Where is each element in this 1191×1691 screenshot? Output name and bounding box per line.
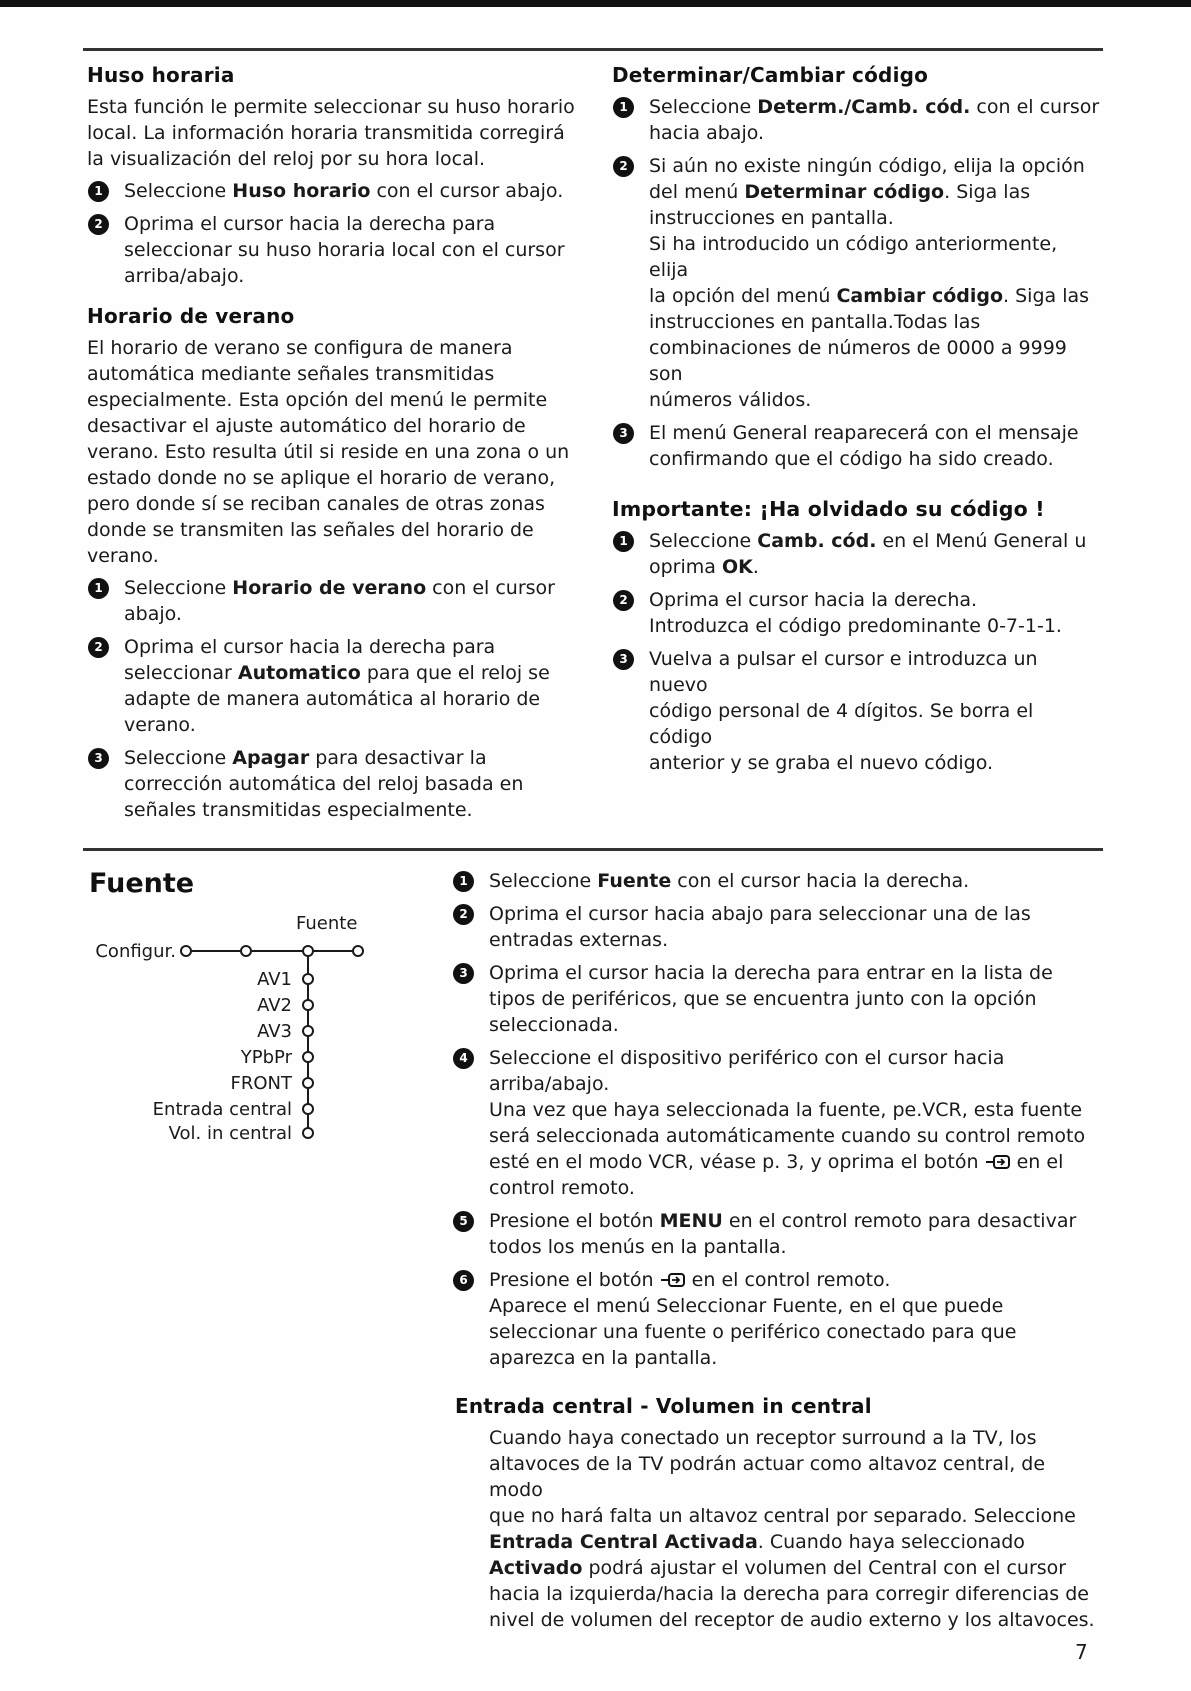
step-number-icon: 3: [613, 423, 634, 444]
huso-intro: Esta función le permite seleccionar su huso horario local. La información horaria transmitida corregirá la visualización del reloj por su hora local.: [87, 96, 575, 170]
node-circle-icon: [303, 1104, 313, 1114]
step-number-icon: 2: [453, 904, 474, 925]
step-number-icon: 6: [453, 1270, 474, 1291]
step-number-icon: 1: [613, 97, 634, 118]
heading-horario-verano: Horario de verano: [87, 304, 295, 328]
page-number: 7: [1075, 1640, 1088, 1664]
step-number-icon: 3: [613, 649, 634, 670]
codigo-steps: [612, 94, 1102, 472]
top-border: [0, 0, 1191, 7]
right-column: [612, 62, 1102, 783]
step-number-icon: 2: [613, 156, 634, 177]
diagram-item-label: AV1: [257, 969, 292, 990]
diagram-item-label: Entrada central: [152, 1099, 292, 1120]
step-item: 1 Seleccione Fuente con el cursor hacia la derecha.: [452, 868, 1092, 894]
heading-entrada-central: Entrada central - Volumen in central: [455, 1394, 872, 1418]
diagram-item-label: YPbPr: [240, 1047, 292, 1068]
step-item: 3 Oprima el cursor hacia la derecha para entrar en la lista de tipos de periféricos, que se encuentra junto con la opción seleccionada.: [452, 960, 1092, 1038]
step-item: 1 Seleccione Horario de verano con el cursor abajo.: [87, 575, 607, 627]
heading-huso-horaria: Huso horaria: [87, 63, 235, 87]
step-number-icon: 1: [453, 871, 474, 892]
step-item: 2 Oprima el cursor hacia abajo para seleccionar una de las entradas externas.: [452, 901, 1092, 953]
node-circle-icon: [303, 1078, 313, 1088]
node-circle-icon: [303, 974, 313, 984]
source-input-icon: [660, 1272, 686, 1288]
diagram-item-label: FRONT: [230, 1073, 292, 1094]
step-item: 2 Si aún no existe ningún código, elija la opción del menú Determinar código. Siga las instrucciones en pantalla. Si ha introducido un código anteriormente, elija la opción del menú Cambiar código. Siga las instrucciones en pantalla.Todas las combinaciones de números de 0000 a 9999 son números válidos.: [612, 153, 1102, 413]
fuente-steps-column: [452, 868, 1092, 1378]
node-circle-icon: [353, 946, 363, 956]
entrada-central-section: [455, 1393, 1095, 1639]
node-circle-icon: [303, 1000, 313, 1010]
step-item: 3 El menú General reaparecerá con el mensaje confirmando que el código ha sido creado.: [612, 420, 1102, 472]
step-number-icon: 1: [88, 181, 109, 202]
node-circle-icon: [181, 946, 191, 956]
heading-determinar-codigo: Determinar/Cambiar código: [612, 63, 929, 87]
node-circle-icon: [303, 1026, 313, 1036]
entrada-central-paragraph: Cuando haya conectado un receptor surround a la TV, los altavoces de la TV podrán actuar como altavoz central, de modo que no hará falta un altavoz central por separado. Seleccione Entrada Central Activada. Cuando haya seleccionado Activado podrá ajustar el volumen del Central con el cursor hacia la izquierda/hacia la derecha para corregir diferencias de nivel de volumen del receptor de audio externo y los altavoces.: [489, 1427, 1095, 1631]
diagram-root-label: Configur.: [95, 941, 176, 962]
step-item: 6 Presione el botón en el control remoto. Aparece el menú Seleccionar Fuente, en el que puede seleccionar una fuente o periférico conectado para que aparezca en la pantalla.: [452, 1267, 1092, 1371]
importante-steps: [612, 528, 1102, 776]
fuente-steps: [452, 868, 1092, 1371]
menu-tree-diagram: [90, 905, 390, 1155]
huso-steps: [87, 178, 607, 289]
left-column: [87, 62, 607, 830]
step-number-icon: 3: [88, 748, 109, 769]
step-item: 1 Seleccione Camb. cód. en el Menú General u oprima OK.: [612, 528, 1102, 580]
step-number-icon: 1: [88, 578, 109, 599]
node-circle-icon: [303, 1052, 313, 1062]
verano-steps: [87, 575, 607, 823]
node-circle-icon: [241, 946, 251, 956]
step-number-icon: 2: [88, 637, 109, 658]
diagram-header-label: Fuente: [296, 913, 358, 934]
diagram-item-label: AV3: [257, 1021, 292, 1042]
heading-fuente: Fuente: [89, 868, 195, 899]
step-number-icon: 2: [613, 590, 634, 611]
heading-importante: Importante: ¡Ha olvidado su código !: [612, 497, 1045, 521]
step-item: 2 Oprima el cursor hacia la derecha para seleccionar Automatico para que el reloj se adapte de manera automática al horario de verano.: [87, 634, 607, 738]
step-number-icon: 3: [453, 963, 474, 984]
top-rule: [83, 48, 1103, 51]
source-input-icon: [985, 1154, 1011, 1170]
step-item: 3 Vuelva a pulsar el cursor e introduzca un nuevo código personal de 4 dígitos. Se borra el código anterior y se graba el nuevo código.: [612, 646, 1102, 776]
step-number-icon: 2: [88, 214, 109, 235]
diagram-item-label: Vol. in central: [168, 1123, 292, 1144]
node-circle-icon: [303, 946, 313, 956]
verano-intro: El horario de verano se configura de manera automática mediante señales transmitidas especialmente. Esta opción del menú le permite desactivar el ajuste automático del horario de verano. Esto resulta útil si reside en una zona o un estado donde no se aplique el horario de verano, pero donde sí se reciban canales de otras zonas donde se transmiten las señales del horario de verano.: [87, 337, 570, 567]
step-item: 1 Seleccione Determ./Camb. cód. con el cursor hacia abajo.: [612, 94, 1102, 146]
step-number-icon: 5: [453, 1211, 474, 1232]
step-item: 5 Presione el botón MENU en el control remoto para desactivar todos los menús en la pantalla.: [452, 1208, 1092, 1260]
diagram-item-label: AV2: [257, 995, 292, 1016]
node-circle-icon: [303, 1128, 313, 1138]
step-item: 4 Seleccione el dispositivo periférico con el cursor hacia arriba/abajo. Una vez que haya seleccionada la fuente, pe.VCR, esta fuente será seleccionada automáticamente cuando su control remoto esté en el modo VCR, véase p. 3, y oprima el botón en el control remoto.: [452, 1045, 1092, 1201]
section-rule: [83, 848, 1103, 851]
step-number-icon: 1: [613, 531, 634, 552]
step-item: 3 Seleccione Apagar para desactivar la corrección automática del reloj basada en señales transmitidas especialmente.: [87, 745, 607, 823]
step-item: 1 Seleccione Huso horario con el cursor abajo.: [87, 178, 607, 204]
step-item: 2 Oprima el cursor hacia la derecha para seleccionar su huso horaria local con el cursor arriba/abajo.: [87, 211, 607, 289]
step-item: 2 Oprima el cursor hacia la derecha. Introduzca el código predominante 0-7-1-1.: [612, 587, 1102, 639]
step-number-icon: 4: [453, 1048, 474, 1069]
